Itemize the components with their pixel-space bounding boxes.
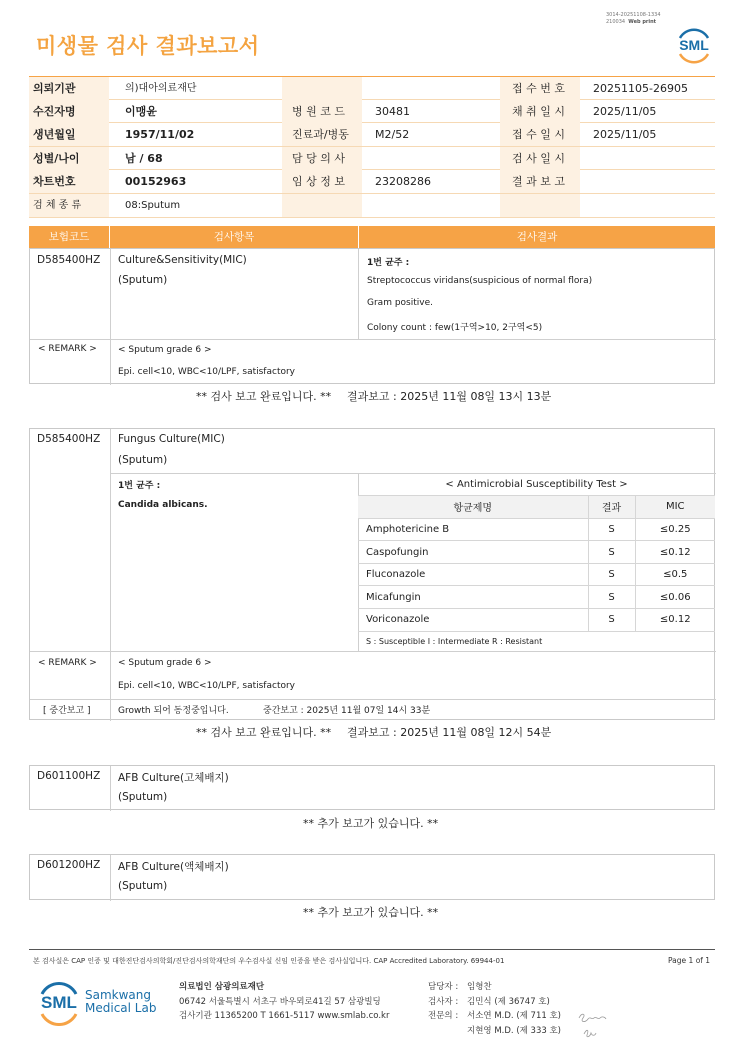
block3-test: AFB Culture(고체배지) xyxy=(118,772,229,784)
info-value: 남 / 68 xyxy=(125,151,163,165)
block1-remark2: Epi. cell<10, WBC<10/LPF, satisfactory xyxy=(118,367,296,377)
block4-code: D601200HZ xyxy=(37,859,101,871)
block1-test: Culture&Sensitivity(MIC) xyxy=(118,254,247,266)
ast-result: S xyxy=(588,609,635,632)
info-label: 병 원 코 드 xyxy=(282,100,362,123)
info-value xyxy=(375,147,495,170)
logo-text-line2: Medical Lab xyxy=(85,1001,157,1015)
ast-result: S xyxy=(588,563,635,586)
footer-accreditation: 본 검사실은 CAP 인증 및 대한진단검사의학회/진단검사의학재단의 우수검사실 신임 인증을 받은 검사실입니다. CAP Accredited Laboratory. 69944-01 xyxy=(33,957,505,965)
ast-result: S xyxy=(588,541,635,564)
tester-name: 김민식 (제 36747 호) xyxy=(467,996,550,1007)
results-table-header xyxy=(29,226,715,248)
svg-text:SML: SML xyxy=(41,993,77,1012)
info-label: 검 사 일 시 xyxy=(500,147,580,170)
block2-remark2: Epi. cell<10, WBC<10/LPF, satisfactory xyxy=(118,681,296,691)
block1-remark1: < Sputum grade 6 > xyxy=(118,345,212,355)
info-value: 20251105-26905 xyxy=(593,82,688,95)
specialist-label: 전문의 : xyxy=(428,1011,459,1021)
block4-test: AFB Culture(액체배지) xyxy=(118,861,229,873)
info-value: 2025/11/05 xyxy=(593,128,657,142)
page-number: Page 1 of 1 xyxy=(668,956,711,965)
info-label: 접 수 번 호 xyxy=(500,77,580,100)
specialist2-name: 지현영 M.D. (제 333 호) xyxy=(467,1025,562,1036)
ast-result: S xyxy=(588,586,635,609)
block2-strain: 1번 균주 : xyxy=(118,481,161,491)
ast-drug: Fluconazole xyxy=(358,563,588,586)
block2-test: Fungus Culture(MIC) xyxy=(118,433,225,445)
col-test-result: 검사결과 xyxy=(358,226,715,248)
ast-legend: S : Susceptible I : Intermediate R : Resistant xyxy=(366,636,543,646)
info-row xyxy=(29,76,715,100)
info-label xyxy=(500,194,580,217)
block2-report-time: 결과보고 : 2025년 11월 08일 12시 54분 xyxy=(347,726,552,739)
sml-logo-icon xyxy=(674,24,714,64)
info-value: M2/52 xyxy=(375,128,410,142)
col-test-item: 검사항목 xyxy=(109,226,358,248)
block2-organism: Candida albicans. xyxy=(118,500,208,510)
info-value: 00152963 xyxy=(125,175,187,189)
footer-divider xyxy=(29,949,715,950)
info-label: 진료과/병동 xyxy=(282,123,362,146)
result-block-1 xyxy=(29,248,715,384)
info-value: 30481 xyxy=(375,104,410,118)
block3-code: D601100HZ xyxy=(37,770,101,782)
info-value xyxy=(375,194,495,217)
footer-staff-names xyxy=(467,980,561,1038)
info-value: 이맹윤 xyxy=(125,104,157,118)
col-insurance-code: 보험코드 xyxy=(48,231,90,243)
ast-result: S xyxy=(588,518,635,541)
info-row xyxy=(29,123,715,147)
info-label: 접 수 일 시 xyxy=(500,123,580,146)
info-value: 1957/11/02 xyxy=(125,128,195,142)
info-row xyxy=(29,170,715,194)
ast-header-drug: 항균제명 xyxy=(358,496,588,519)
ast-row xyxy=(358,609,715,632)
info-value: 2025/11/05 xyxy=(593,104,657,118)
manager-label: 담당자 : xyxy=(428,982,459,992)
ast-mic: ≤0.12 xyxy=(635,541,715,564)
info-label xyxy=(282,194,362,217)
block1-specimen: (Sputum) xyxy=(118,274,168,286)
info-value xyxy=(593,147,713,170)
print-code xyxy=(606,12,661,26)
info-label: 성별/나이 xyxy=(29,147,109,170)
block4-specimen: (Sputum) xyxy=(118,880,168,892)
info-label: 검 체 종 류 xyxy=(29,194,109,217)
block4-status: ** 추가 보고가 있습니다. ** xyxy=(303,906,439,919)
info-row xyxy=(29,147,715,171)
info-row xyxy=(29,194,715,218)
block2-remark1: < Sputum grade 6 > xyxy=(118,658,212,668)
block1-remark-label: < REMARK > xyxy=(38,344,97,354)
block1-status: ** 검사 보고 완료입니다. ** xyxy=(196,390,332,403)
block1-organism: Streptococcus viridans(suspicious of normal flora) xyxy=(367,276,593,286)
org-address: 06742 서울특별시 서초구 바우뫼로41길 57 삼광빌딩 xyxy=(179,996,381,1007)
block1-strain: 1번 균주 : xyxy=(367,258,410,268)
footer-logo-text xyxy=(85,989,156,1015)
block2-status: ** 검사 보고 완료입니다. ** xyxy=(196,726,332,739)
info-label: 결 과 보 고 xyxy=(500,170,580,193)
ast-table xyxy=(358,473,715,651)
ast-row xyxy=(358,541,715,564)
info-label: 채 취 일 시 xyxy=(500,100,580,123)
block2-interim-time: 중간보고 : 2025년 11월 07일 14시 33분 xyxy=(263,706,431,716)
logo-text-line1: Samkwang xyxy=(85,988,151,1002)
print-code-line2: 210034 xyxy=(606,19,626,25)
ast-mic: ≤0.12 xyxy=(635,609,715,632)
org-name: 의료법인 삼광의료재단 xyxy=(179,982,265,992)
info-value xyxy=(593,194,713,217)
block2-remark-label: < REMARK > xyxy=(38,658,97,668)
print-code-line1: 3014-20251108-1334 xyxy=(606,12,661,18)
ast-mic: ≤0.06 xyxy=(635,586,715,609)
page-title: 미생물 검사 결과보고서 xyxy=(36,34,260,58)
block2-specimen: (Sputum) xyxy=(118,454,168,466)
info-label: 생년월일 xyxy=(29,123,109,146)
info-value: 23208286 xyxy=(375,175,431,189)
info-label: 의뢰기관 xyxy=(29,77,109,100)
block1-colony-count: Colony count : few(1구역>10, 2구역<5) xyxy=(367,323,543,333)
block3-status: ** 추가 보고가 있습니다. ** xyxy=(303,817,439,830)
info-value xyxy=(593,170,713,193)
info-value: 08:Sputum xyxy=(125,199,181,211)
ast-drug: Caspofungin xyxy=(358,541,588,564)
block1-report-time: 결과보고 : 2025년 11월 08일 13시 13분 xyxy=(347,390,552,403)
ast-drug: Voriconazole xyxy=(358,609,588,632)
info-value xyxy=(375,77,495,100)
ast-row xyxy=(358,563,715,586)
specialist1-name: 서소연 M.D. (제 711 호) xyxy=(467,1011,562,1021)
org-contact: 검사기관 11365200 T 1661-5117 www.smlab.co.kr xyxy=(179,1011,390,1021)
info-label xyxy=(282,77,362,100)
web-print-label: Web print xyxy=(628,19,657,25)
ast-drug: Micafungin xyxy=(358,586,588,609)
tester-label: 검사자 : xyxy=(428,996,459,1007)
patient-info-grid xyxy=(29,76,715,218)
sml-footer-logo-icon xyxy=(36,978,82,1026)
info-label: 담 당 의 사 xyxy=(282,147,362,170)
signature-icon xyxy=(576,1008,610,1042)
info-row xyxy=(29,100,715,124)
ast-drug: Amphotericine B xyxy=(358,518,588,541)
svg-text:SML: SML xyxy=(679,37,709,53)
ast-mic: ≤0.25 xyxy=(635,518,715,541)
info-label: 임 상 정 보 xyxy=(282,170,362,193)
ast-title: < Antimicrobial Susceptibility Test > xyxy=(358,473,715,496)
ast-mic: ≤0.5 xyxy=(635,563,715,586)
block1-code: D585400HZ xyxy=(37,254,101,266)
block2-code: D585400HZ xyxy=(37,433,101,445)
ast-row xyxy=(358,518,715,541)
block2-interim-text: Growth 되어 동정중입니다. xyxy=(118,706,229,716)
block3-specimen: (Sputum) xyxy=(118,791,168,803)
info-label: 수진자명 xyxy=(29,100,109,123)
info-value: 의)대아의료재단 xyxy=(125,83,197,94)
footer-org-info xyxy=(179,980,389,1024)
block2-interim-label: [ 중간보고 ] xyxy=(43,706,91,716)
footer-staff-labels xyxy=(428,980,458,1024)
ast-header-mic: MIC xyxy=(635,496,715,519)
block1-gram: Gram positive. xyxy=(367,298,433,308)
info-label: 차트번호 xyxy=(29,170,109,193)
manager-name: 임형찬 xyxy=(467,982,492,992)
ast-row xyxy=(358,586,715,609)
ast-header-result: 결과 xyxy=(588,496,635,519)
